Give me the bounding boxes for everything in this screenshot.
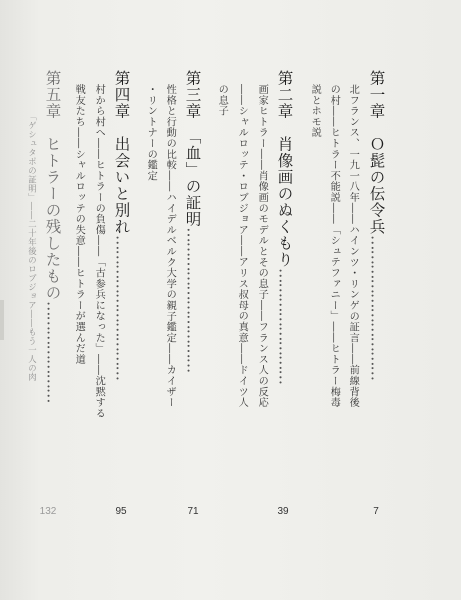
chapter-3-line-1: 性格と行動の比較――ハイデルベルク大学の親子鑑定――カイザー — [164, 84, 176, 408]
chapter-title: 第二章 肖像画のぬくもり — [275, 70, 294, 268]
chapter-3-title — [184, 70, 200, 372]
chapter-title: 第三章 「血」の証明 — [183, 70, 202, 228]
chapter-title: 第五章 ヒトラーの残したもの — [43, 70, 62, 301]
leader-dots: …………………… — [275, 268, 294, 384]
chapter-4-page: 95 — [115, 506, 127, 517]
chapter-1-page: 7 — [373, 506, 379, 517]
chapter-1-line-1: 北フランス、一九一八年――ハインツ・リンゲの証言――前線背後 — [347, 84, 359, 408]
chapter-4-line-2: 戦友たち――シャルロッテの失意――ヒトラーが選んだ道 — [73, 84, 85, 365]
chapter-2-line-3: の息子 — [216, 84, 228, 117]
chapter-1-title — [368, 70, 384, 380]
chapter-3-line-2: ・リントナーの鑑定 — [145, 84, 157, 182]
chapter-5-line-1: 「ゲシュタポの証明」――二十年後のロブジョア――もう一人の肉 — [27, 112, 38, 382]
chapter-2-page: 39 — [277, 506, 289, 517]
leader-dots: ………………………… — [367, 235, 386, 380]
chapter-4-title — [113, 70, 129, 380]
chapter-1-line-3: 説とホモ説 — [309, 84, 321, 138]
chapter-2-line-2: ――シャルロッテ・ロブジョア――アリス叔母の真意――ドイツ人 — [236, 84, 248, 408]
leader-dots: ………………… — [43, 301, 62, 403]
chapter-4-line-1: 村から村へ――ヒトラーの負傷――「古参兵になった」――沈黙する — [93, 84, 105, 419]
chapter-3-page: 71 — [187, 506, 199, 517]
leader-dots: ………………………… — [183, 227, 202, 373]
chapter-2-title — [276, 70, 292, 384]
page-gutter — [0, 300, 4, 340]
chapter-title: 第一章 Ｏ髭の伝令兵 — [367, 70, 386, 235]
chapter-2-line-1: 画家ヒトラー――肖像画のモデルとその息子――フランス人の反応 — [256, 84, 268, 408]
chapter-5-page: 132 — [39, 506, 57, 517]
leader-dots: ………………………… — [112, 235, 131, 380]
chapter-5-title — [44, 70, 60, 403]
chapter-1-line-2: の村――ヒトラー不能説――「シュテファニー」――ヒトラー梅毒 — [328, 84, 340, 408]
chapter-title: 第四章 出会いと別れ — [112, 70, 131, 235]
